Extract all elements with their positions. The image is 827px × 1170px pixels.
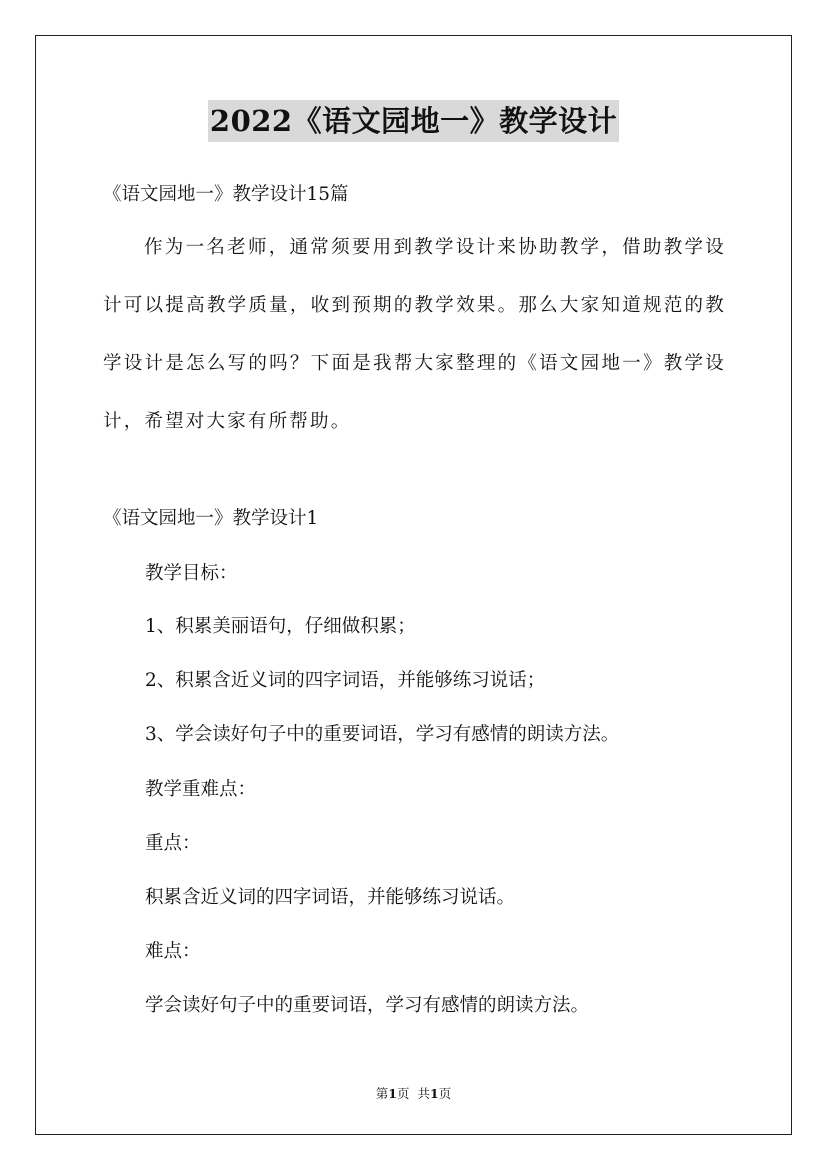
total-suffix: 页: [438, 1086, 452, 1101]
document-subtitle: 《语文园地一》教学设计15篇: [103, 184, 349, 205]
teaching-goals-heading: 教学目标：: [145, 563, 238, 584]
goal-item-3: 3、学会读好句子中的重要词语，学习有感情的朗读方法。: [145, 724, 620, 745]
goal-item-2: 2、积累含近义词的四字词语，并能够练习说话；: [145, 670, 546, 691]
key-difficulties-heading: 教学重难点：: [145, 779, 257, 800]
key-point-text: 积累含近义词的四字词语，并能够练习说话。: [145, 887, 516, 908]
page-prefix: 第: [375, 1086, 389, 1101]
difficulty-label: 难点：: [145, 941, 201, 962]
title-container: [0, 100, 827, 142]
section-heading: 《语文园地一》教学设计1: [103, 508, 319, 529]
page-footer: [0, 1084, 827, 1102]
key-point-label: 重点：: [145, 833, 201, 854]
goal-item-1: 1、积累美丽语句，仔细做积累；: [145, 616, 416, 637]
page-number: 1: [388, 1086, 397, 1101]
difficulty-text: 学会读好句子中的重要词语，学习有感情的朗读方法。: [145, 995, 590, 1016]
page-suffix: 页: [397, 1086, 410, 1101]
total-prefix: 共: [417, 1086, 430, 1101]
intro-paragraph: 作为一名老师，通常须要用到教学设计来协助教学，借助教学设计可以提高教学质量，收到预期的教学效果。那么大家知道规范的教学设计是怎么写的吗？下面是我帮大家整理的《语文园地一》教学设计，希望对大家有所帮助。: [103, 237, 726, 432]
document-title: 2022《语文园地一》教学设计: [208, 100, 619, 142]
total-pages: 1: [429, 1086, 439, 1101]
